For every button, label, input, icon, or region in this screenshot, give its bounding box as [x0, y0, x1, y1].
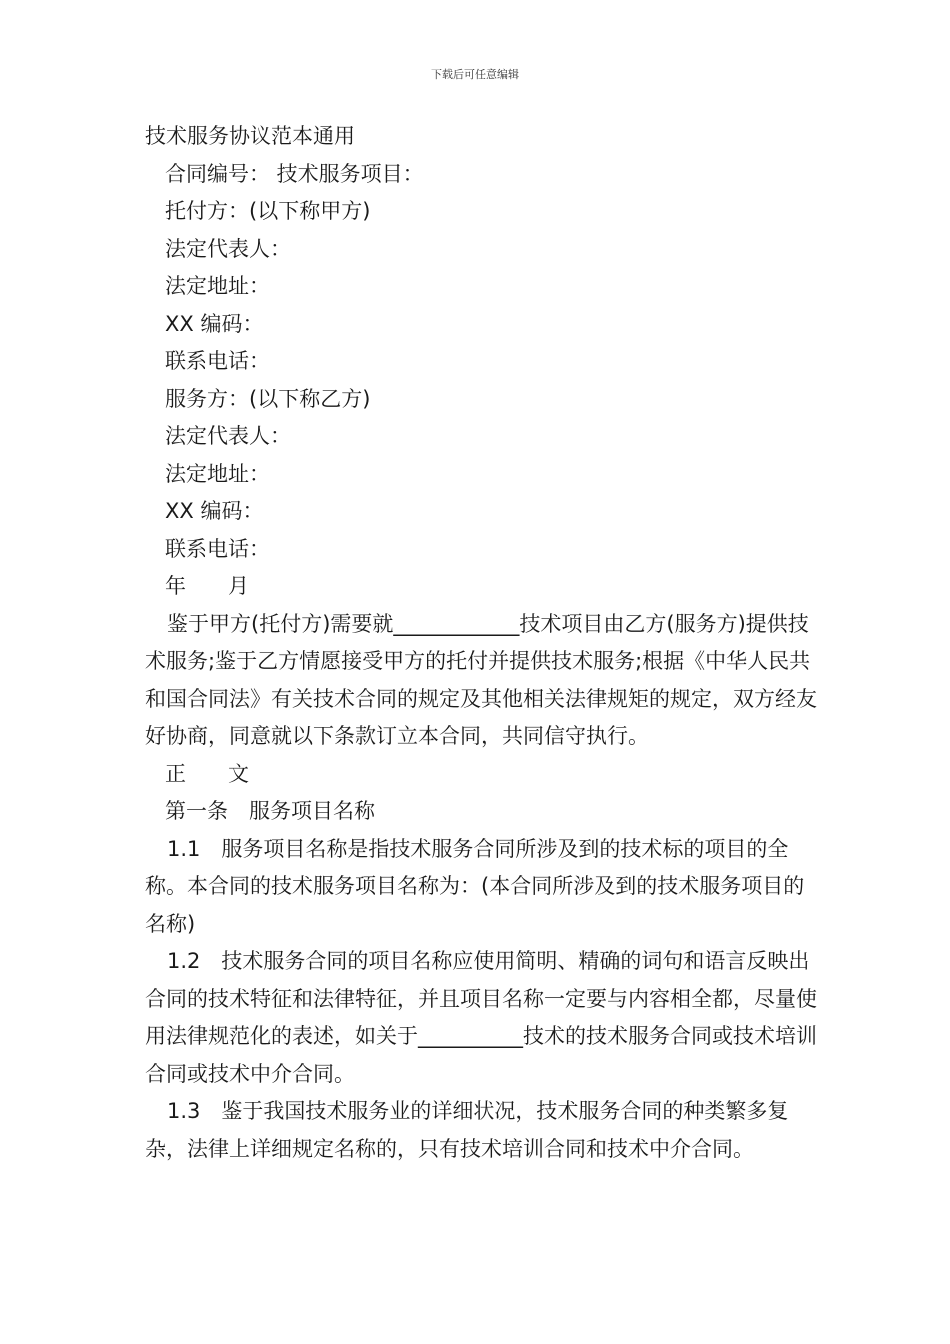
clause-1-3 [145, 1093, 817, 1168]
contract-number-line: 合同编号： 技术服务项目： [165, 161, 424, 186]
provider-phone-line: 联系电话： [165, 536, 270, 561]
client-rep-line: 法定代表人： [165, 236, 291, 261]
provider-zip-line: XX 编码： [165, 499, 264, 523]
document-body [145, 118, 817, 1168]
document-title: 技术服务协议范本通用 [145, 124, 355, 148]
preamble-text: 鉴于甲方(托付方)需要就____________技术项目由乙方(服务方)提供技术服务;鉴于乙方情愿接受甲方的托付并提供技术服务;根据《中华人民共和国合同法》有关技术合同的规定及其他相关法律规矩的规定，双方经友好协商，同意就以下条款订立本合同，共同信守执行。 [145, 611, 817, 748]
provider-rep-line: 法定代表人： [165, 424, 291, 448]
article-1-heading: 第一条 服务项目名称 [165, 799, 375, 823]
preamble-paragraph [145, 606, 817, 756]
client-address-line: 法定地址： [165, 274, 270, 298]
clause-1-3-text: 1.3 鉴于我国技术服务业的详细状况，技术服务合同的种类繁多复杂，法律上详细规定名称的，只有技术培训合同和技术中介合同。 [145, 1099, 789, 1161]
clause-1-2-text: 1.2 技术服务合同的项目名称应使用简明、精确的词句和语言反映出合同的技术特征和法律特征，并且项目名称一定要与内容相全都，尽量使用法律规范化的表述，如关于__________技术的技术服务合同或技术培训合同或技术中介合同。 [145, 949, 817, 1086]
client-phone-line: 联系电话： [165, 349, 270, 373]
clause-1-2 [145, 943, 817, 1093]
header-note: 下载后可任意编辑 [431, 68, 519, 81]
body-heading-b: 文 [228, 761, 249, 786]
clause-1-1-text: 1.1 服务项目名称是指技术服务合同所涉及到的技术标的项目的全称。本合同的技术服务项目名称为：(本合同所涉及到的技术服务项目的名称) [145, 836, 805, 936]
date-month: 月 [228, 574, 249, 598]
body-heading [145, 756, 817, 794]
client-line: 托付方：(以下称甲方) [165, 199, 371, 223]
provider-address-line: 法定地址： [165, 461, 270, 486]
body-heading-a: 正 [165, 761, 186, 786]
date-line [145, 568, 817, 606]
clause-1-1 [145, 831, 817, 944]
provider-line: 服务方：(以下称乙方) [165, 386, 371, 411]
date-year: 年 [165, 574, 186, 598]
client-zip-line: XX 编码： [165, 311, 264, 336]
